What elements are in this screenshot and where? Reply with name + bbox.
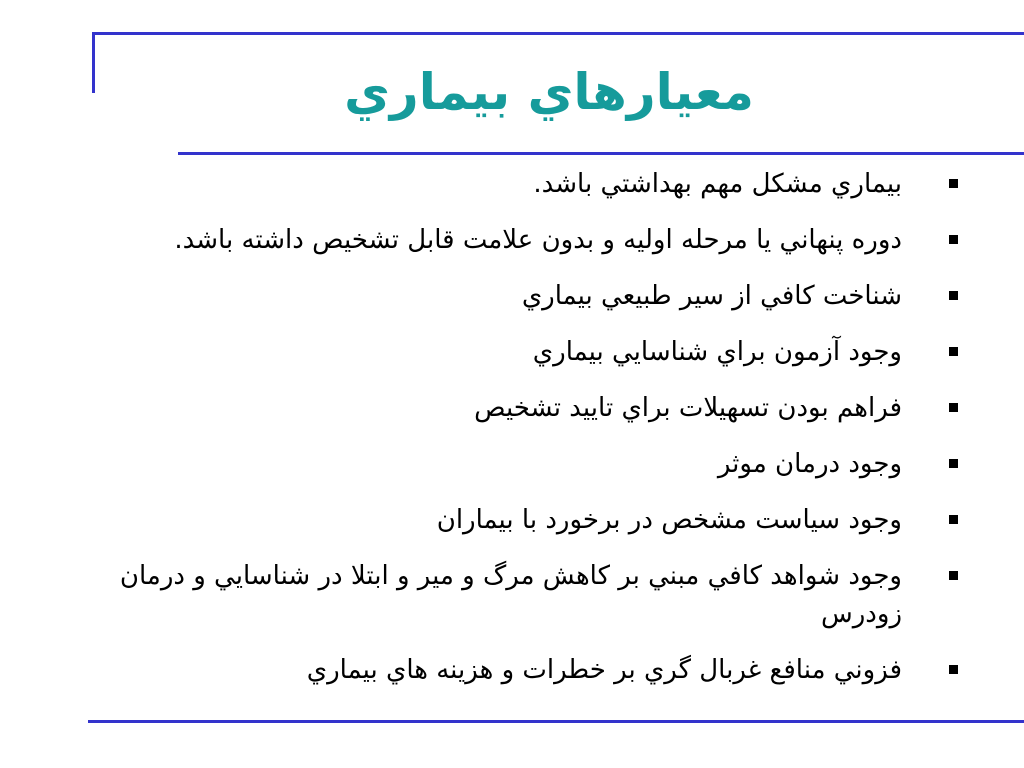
square-bullet-icon [949, 515, 958, 524]
square-bullet-icon [949, 665, 958, 674]
title-underline-rule [178, 152, 1024, 155]
square-bullet-icon [949, 291, 958, 300]
bullet-item [40, 557, 976, 633]
square-bullet-icon [949, 235, 958, 244]
bullet-item [40, 333, 976, 371]
bullet-text: وجود آزمون براي شناسايي بيماري [532, 337, 902, 367]
square-bullet-icon [949, 347, 958, 356]
bullet-text: فزوني منافع غربال گري بر خطرات و هزينه هاي بيماري [306, 655, 902, 685]
bullet-item [40, 651, 976, 689]
square-bullet-icon [949, 571, 958, 580]
bullet-item [40, 165, 976, 203]
bullet-item [40, 389, 976, 427]
frame-top-rule [92, 32, 1024, 35]
bullet-text: وجود سياست مشخص در برخورد با بيماران [436, 505, 902, 535]
footer-rule [88, 720, 1024, 723]
square-bullet-icon [949, 403, 958, 412]
slide-title: معيارهاي بيماري [344, 63, 754, 121]
bullet-list [40, 165, 976, 707]
frame-left-rule [92, 32, 95, 93]
bullet-item [40, 501, 976, 539]
bullet-item [40, 277, 976, 315]
bullet-text: بيماري مشكل مهم بهداشتي باشد. [533, 169, 902, 199]
bullet-text: فراهم بودن تسهيلات براي تاييد تشخيص [474, 393, 902, 423]
square-bullet-icon [949, 459, 958, 468]
bullet-text: دوره پنهاني يا مرحله اوليه و بدون علامت قابل تشخيص داشته باشد. [174, 225, 902, 255]
square-bullet-icon [949, 179, 958, 188]
bullet-item [40, 445, 976, 483]
bullet-item [40, 221, 976, 259]
bullet-text: شناخت كافي از سير طبيعي بيماري [521, 281, 902, 311]
bullet-text: وجود درمان موثر [717, 449, 902, 479]
bullet-text: وجود شواهد كافي مبني بر كاهش مرگ و مير و ابتلا در شناسايي و درمان زودرس [119, 561, 902, 629]
